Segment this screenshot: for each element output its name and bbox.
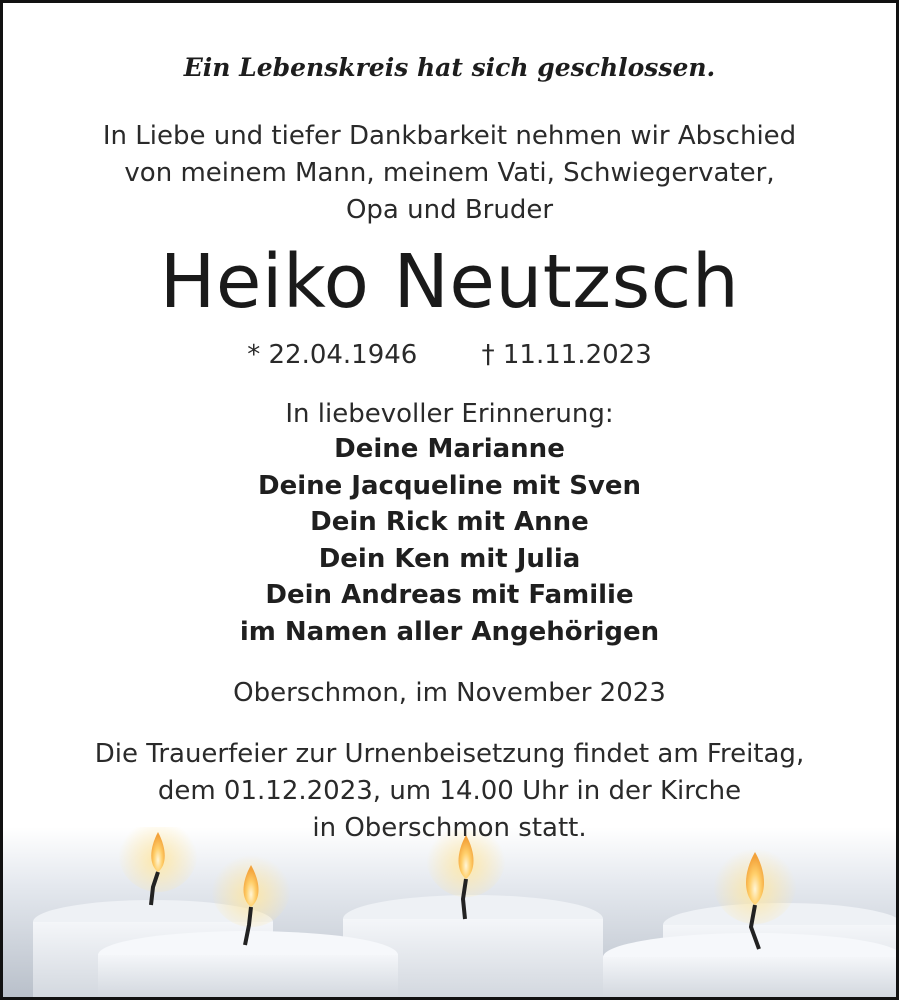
- death-date: † 11.11.2023: [481, 340, 652, 370]
- mourner: Dein Andreas mit Familie: [265, 580, 634, 610]
- motto: Ein Lebenskreis hat sich geschlossen.: [183, 53, 716, 82]
- place-date: Oberschmon, im November 2023: [233, 678, 666, 708]
- mourner: Deine Jacqueline mit Sven: [257, 470, 642, 501]
- candles-image: [3, 827, 896, 997]
- memory-heading: In liebevoller Erinnerung:: [285, 399, 614, 429]
- intro-line: von meinem Mann, meinem Vati, Schwiegervater,: [124, 158, 775, 188]
- ceremony-line: Die Trauerfeier zur Urnenbeisetzung findet am Freitag,: [94, 739, 805, 769]
- mourner: im Namen aller Angehörigen: [239, 616, 660, 647]
- mourner: Dein Rick mit Anne: [310, 507, 589, 537]
- ceremony-line: dem 01.12.2023, um 14.00 Uhr in der Kirche: [157, 776, 742, 806]
- ceremony-info: [3, 736, 896, 847]
- mourner: Dein Ken mit Julia: [318, 543, 581, 574]
- deceased-name: Heiko Neutzsch: [159, 239, 740, 325]
- intro-line: Opa und Bruder: [345, 195, 554, 225]
- life-dates: [3, 340, 896, 370]
- mourner: Deine Marianne: [334, 434, 565, 464]
- birth-date: * 22.04.1946: [247, 340, 418, 370]
- intro-text: [3, 118, 896, 229]
- mourners-list: [3, 431, 896, 650]
- ceremony-line: in Oberschmon statt.: [312, 813, 587, 843]
- intro-line: In Liebe und tiefer Dankbarkeit nehmen wir Abschied: [102, 121, 797, 151]
